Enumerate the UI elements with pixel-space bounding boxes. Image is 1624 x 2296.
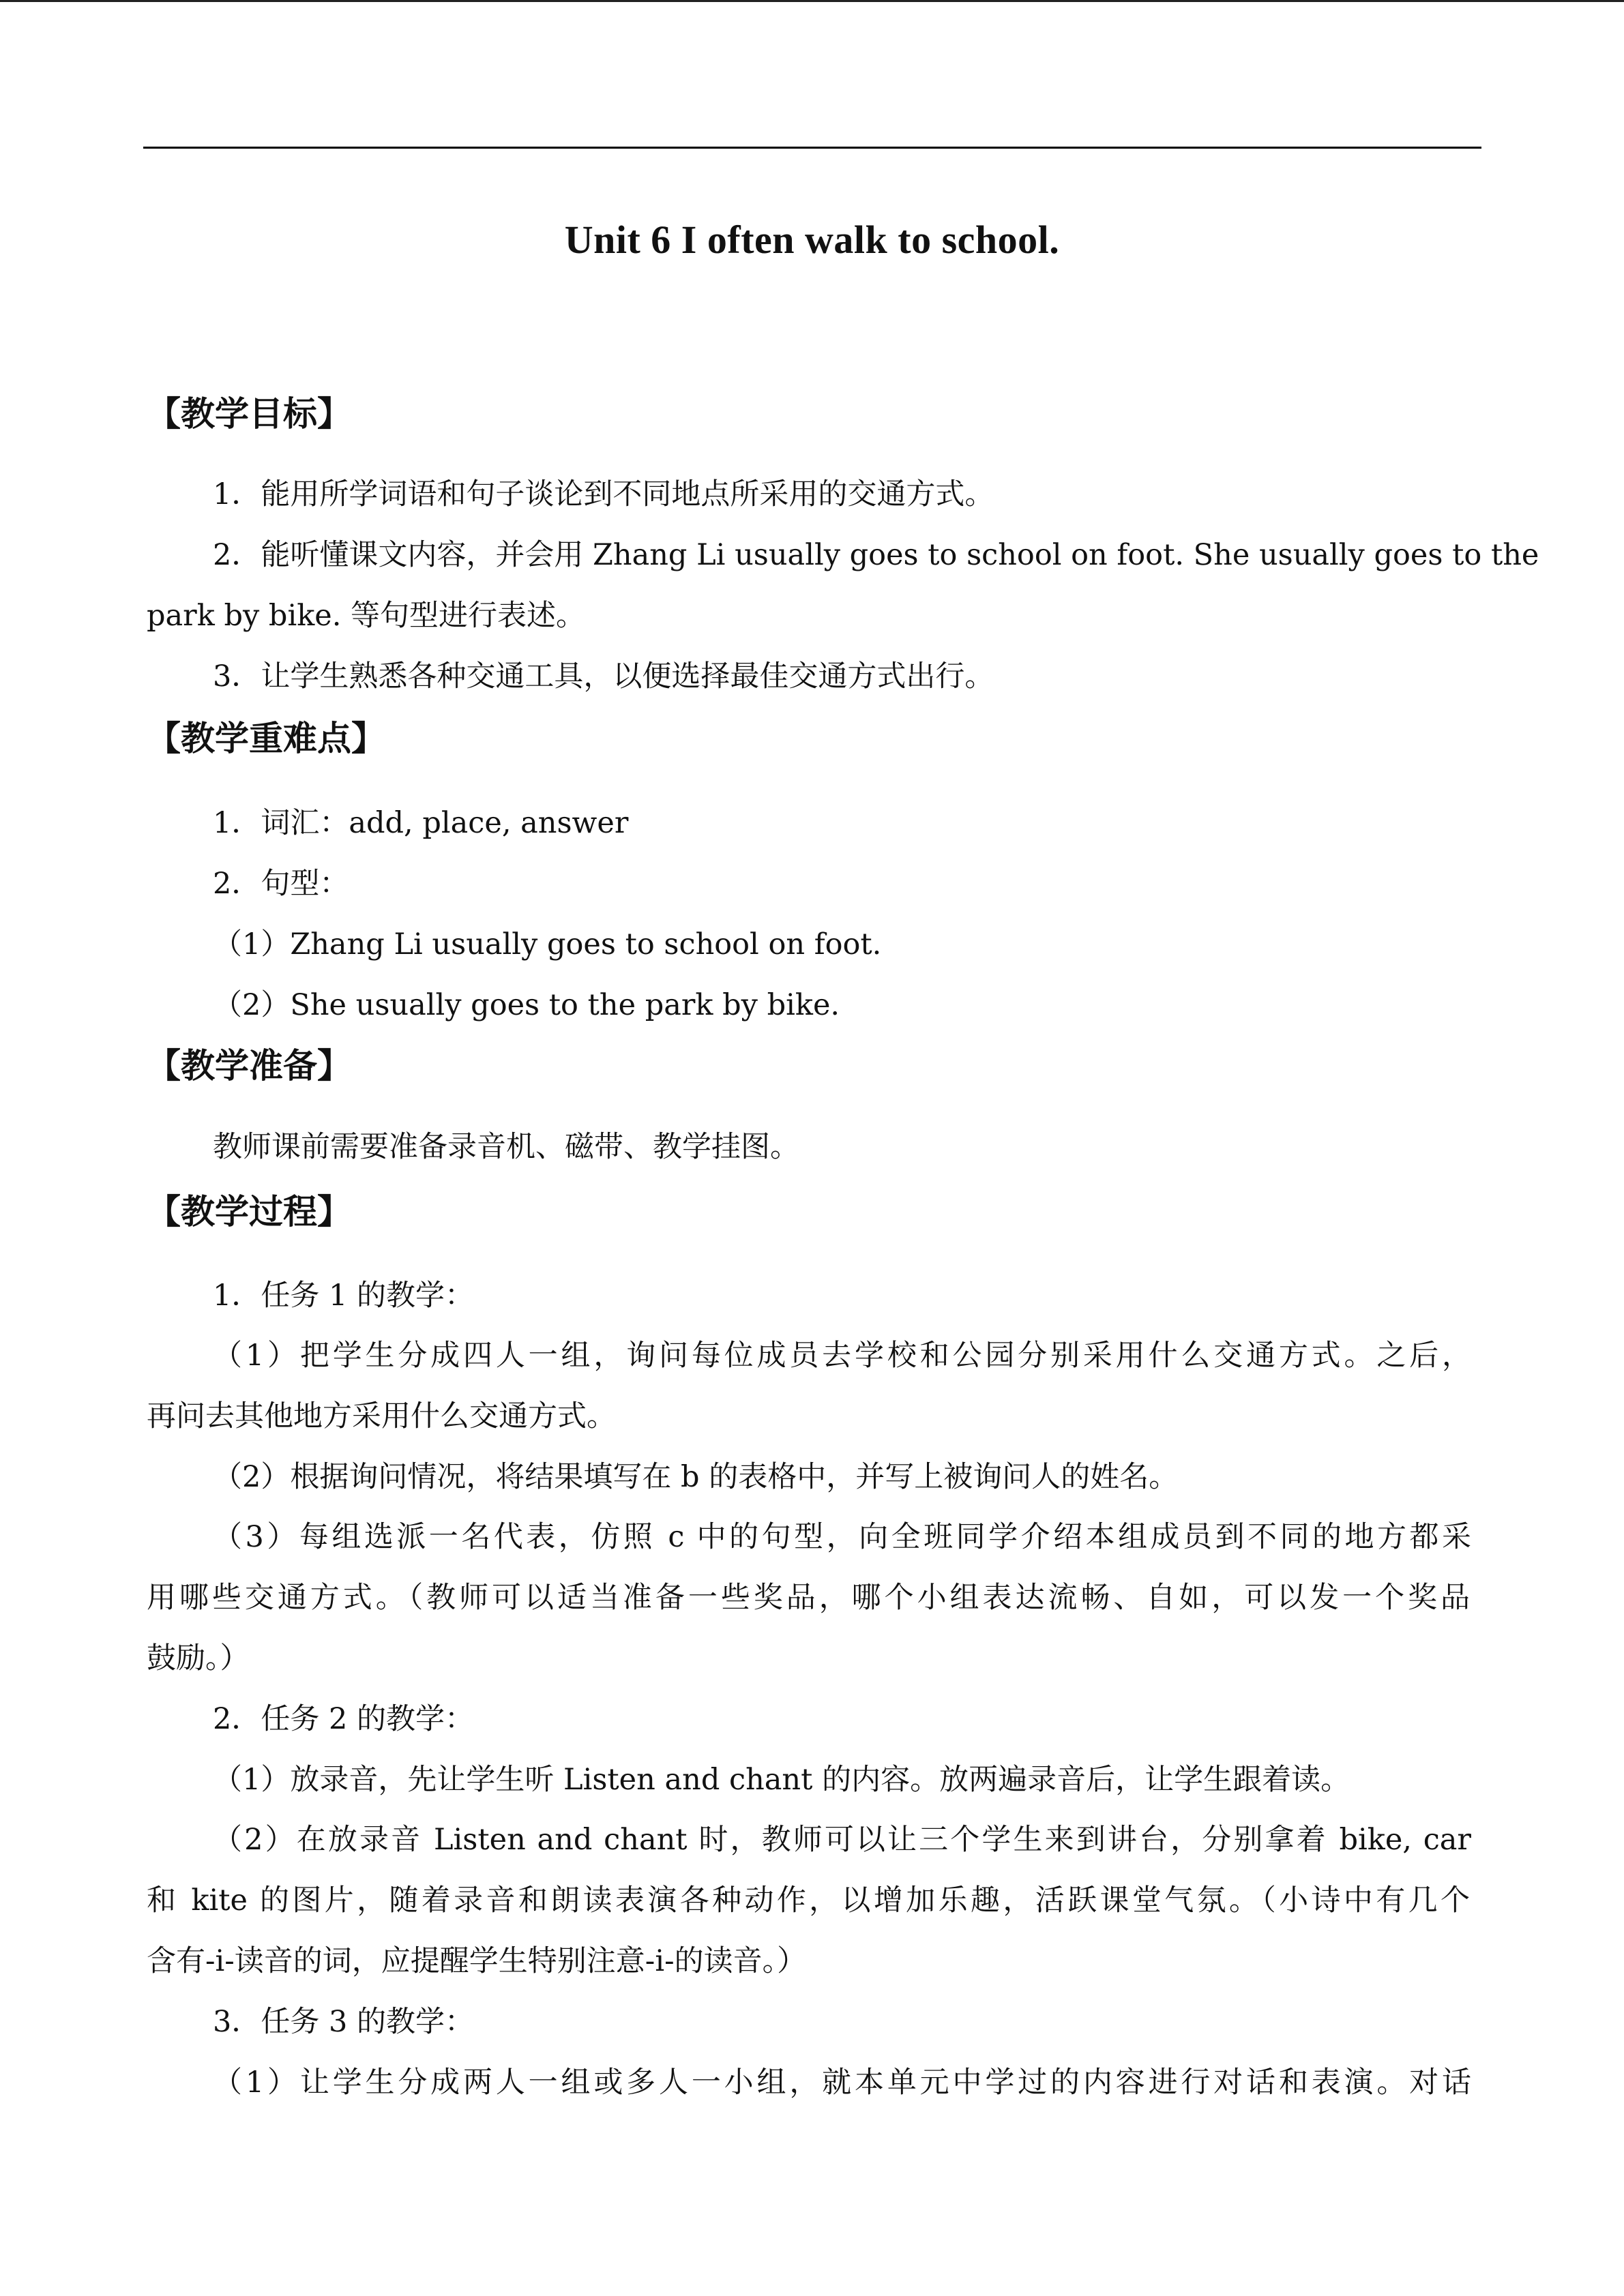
task-2-step-2-end: 含有-i-读音的词，应提醒学生特别注意-i-的读音。） <box>147 1944 807 1978</box>
preparation-text: 教师课前需要准备录音机、磁带、教学挂图。 <box>213 1130 799 1164</box>
task-1-step-3-cont: 用哪些交通方式。（教师可以适当准备一些奖品，哪个小组表达流畅、自如，可以发一个奖品 <box>147 1581 1470 1615</box>
goal-item-2: 2．能听懂课文内容，并会用 Zhang Li usually goes to school on foot. She usually goes to the <box>213 538 1539 572</box>
heading-teaching-goals: 【教学目标】 <box>147 394 351 434</box>
document-title: Unit 6 I often walk to school. <box>564 218 1060 262</box>
task-1-step-1: （1）把学生分成四人一组，询问每位成员去学校和公园分别采用什么交通方式。之后， <box>213 1339 1471 1373</box>
task-2-step-1: （1）放录音，先让学生听 Listen and chant 的内容。放两遍录音后，让学生跟着读。 <box>213 1763 1350 1797</box>
heading-preparation: 【教学准备】 <box>147 1046 351 1086</box>
heading-key-points: 【教学重难点】 <box>147 719 385 758</box>
page-top-border <box>0 0 1624 2</box>
key-point-vocab: 1．词汇：add, place, answer <box>213 806 629 840</box>
header-rule <box>143 147 1481 149</box>
task-1-step-3-end: 鼓励。） <box>147 1641 250 1675</box>
task-1-step-1-cont: 再问去其他地方采用什么交通方式。 <box>147 1399 616 1433</box>
task-1-step-3: （3）每组选派一名代表，仿照 c 中的句型，向全班同学介绍本组成员到不同的地方都采 <box>213 1520 1471 1554</box>
key-point-sentences: 2．句型： <box>213 867 349 901</box>
key-sentence-1: （1）Zhang Li usually goes to school on foot. <box>213 927 882 961</box>
heading-process: 【教学过程】 <box>147 1192 351 1232</box>
task-2-step-2: （2）在放录音 Listen and chant 时，教师可以让三个学生来到讲台，分别拿着 bike, car <box>213 1823 1471 1857</box>
goal-item-3: 3．让学生熟悉各种交通工具，以便选择最佳交通方式出行。 <box>213 659 994 694</box>
goal-item-2-cont: park by bike. 等句型进行表述。 <box>147 599 586 633</box>
task-3-step-1: （1）让学生分成两人一组或多人一小组，就本单元中学过的内容进行对话和表演。对话 <box>213 2066 1471 2100</box>
task-3-title: 3．任务 3 的教学： <box>213 2005 475 2039</box>
task-1-title: 1．任务 1 的教学： <box>213 1279 475 1313</box>
goal-item-1: 1．能用所学词语和句子谈论到不同地点所采用的交通方式。 <box>213 477 994 511</box>
task-2-title: 2．任务 2 的教学： <box>213 1702 475 1736</box>
task-1-step-2: （2）根据询问情况，将结果填写在 b 的表格中，并写上被询问人的姓名。 <box>213 1460 1179 1494</box>
task-2-step-2-cont: 和 kite 的图片，随着录音和朗读表演各种动作，以增加乐趣，活跃课堂气氛。（小诗中有几个 <box>147 1883 1470 1918</box>
key-sentence-2: （2）She usually goes to the park by bike. <box>213 988 840 1022</box>
